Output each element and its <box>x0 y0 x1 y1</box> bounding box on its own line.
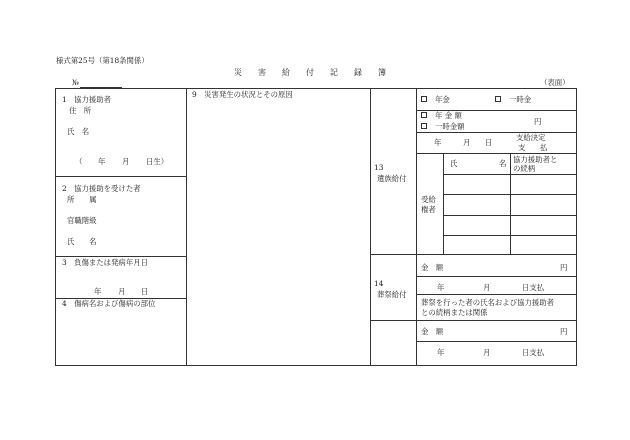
title-char: 簿 <box>378 68 386 77</box>
section-2-title: 2 協力援助を受けた者 <box>62 184 141 193</box>
lump-sum-label: 一時金 <box>509 95 532 104</box>
record-number-label: № <box>72 78 79 87</box>
divider <box>416 341 577 342</box>
section-1-birth-day: 日生） <box>146 157 169 166</box>
payment-label: 支 払 <box>518 143 548 152</box>
title-char: 記 <box>330 68 338 77</box>
lump-sum-amount-checkbox[interactable] <box>421 123 427 129</box>
divider <box>55 256 186 257</box>
title-char: 給 <box>282 68 290 77</box>
section-1-title: 1 協力援助者 <box>62 95 112 104</box>
funeral-pay-month: 月 <box>483 283 491 292</box>
divider <box>416 153 577 154</box>
divider <box>370 320 416 321</box>
section-14-label: 葬祭給付 <box>377 290 407 299</box>
divider <box>55 176 186 177</box>
title-char: 害 <box>258 68 266 77</box>
section-2-rank-label: 官職階級 <box>67 216 97 225</box>
table-row <box>443 194 577 195</box>
funeral-pay-year-2: 年 <box>437 348 445 357</box>
divider <box>510 153 511 254</box>
decision-month: 月 <box>463 138 471 147</box>
pension-checkbox[interactable] <box>421 96 427 102</box>
funeral-amount-yen-2: 円 <box>560 327 568 336</box>
divider <box>186 88 187 366</box>
side-label: （表面） <box>540 78 570 87</box>
table-row <box>443 235 577 236</box>
lump-sum-checkbox[interactable] <box>495 96 501 102</box>
section-1-name-label: 氏 名 <box>67 127 90 136</box>
section-9-title: 9 災害発生の状況とその原因 <box>192 90 293 99</box>
pension-label: 年金 <box>435 95 450 104</box>
divider <box>416 276 577 277</box>
funeral-pay-day: 日支払 <box>522 283 545 292</box>
funeral-pay-month-2: 月 <box>483 348 491 357</box>
pension-amount-label: 年 金 額 <box>435 111 462 120</box>
title-char: 災 <box>234 68 242 77</box>
name-column-header-2: 名 <box>499 159 507 168</box>
section-1-birth-open: （ <box>75 157 83 166</box>
page-title <box>234 69 390 77</box>
section-1-birth-month: 月 <box>122 157 130 166</box>
name-column-header-1: 氏 <box>450 159 458 168</box>
divider <box>416 88 417 366</box>
recipient-label-1: 受給 <box>421 195 436 204</box>
funeral-amount-yen: 円 <box>560 263 568 272</box>
relation-column-header-1: 協力援助者と <box>513 155 558 164</box>
funeral-note-1: 葬祭を行った者の氏名および協力援助者 <box>421 298 555 307</box>
table-row <box>443 174 577 175</box>
decision-day: 日 <box>485 138 493 147</box>
title-char: 録 <box>354 68 362 77</box>
section-1-address-label: 住 所 <box>69 106 92 115</box>
section-2-affiliation-label: 所 属 <box>67 195 97 204</box>
amount-yen: 円 <box>534 117 542 126</box>
section-3-day: 日 <box>141 287 149 296</box>
divider <box>416 132 577 133</box>
section-3-title: 3 負傷または発病年月日 <box>62 258 149 267</box>
section-4-title: 4 傷病名および傷病の部位 <box>62 299 156 308</box>
relation-column-header-2: の続柄 <box>513 164 536 173</box>
divider <box>370 254 577 255</box>
table-row <box>443 215 577 216</box>
divider <box>416 320 577 321</box>
section-1-birth-year: 年 <box>98 157 106 166</box>
divider <box>416 294 577 295</box>
divider <box>443 153 444 254</box>
pension-amount-checkbox[interactable] <box>421 112 427 118</box>
decision-year: 年 <box>434 138 442 147</box>
section-14-number: 14 <box>374 279 384 288</box>
form-table <box>55 88 577 366</box>
section-2-name-label: 氏 名 <box>67 237 97 246</box>
section-13-number: 13 <box>374 163 384 172</box>
funeral-amount-label-2: 金 額 <box>421 327 444 336</box>
title-char: 付 <box>306 68 314 77</box>
recipient-label-2: 権者 <box>421 205 436 214</box>
funeral-note-2: との続柄または関係 <box>421 308 488 317</box>
lump-sum-amount-label: 一時金額 <box>435 122 465 131</box>
funeral-pay-year: 年 <box>437 283 445 292</box>
divider <box>370 88 371 366</box>
section-13-label: 遺族給付 <box>377 174 407 183</box>
funeral-amount-label: 金 額 <box>421 263 444 272</box>
section-3-month: 月 <box>118 287 126 296</box>
section-3-year: 年 <box>94 287 102 296</box>
decision-label: 支給決定 <box>516 133 546 142</box>
funeral-pay-day-2: 日支払 <box>522 348 545 357</box>
form-number: 様式第25号（第18条関係） <box>56 56 149 65</box>
